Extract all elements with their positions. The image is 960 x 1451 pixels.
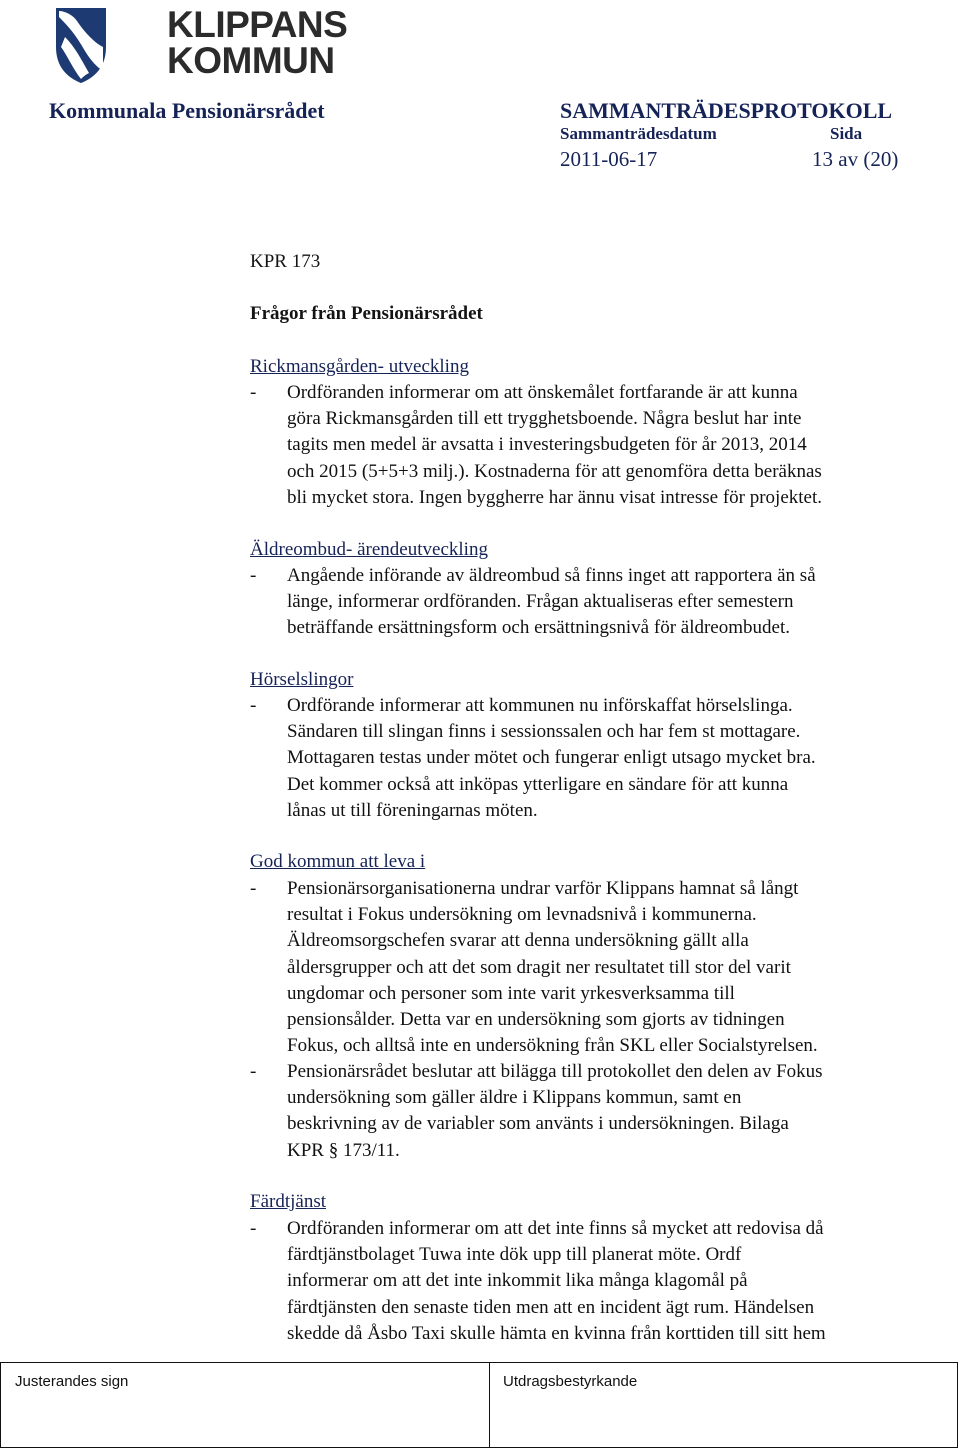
signature-box [0, 1362, 958, 1448]
text-line: färdtjänstbolaget Tuwa inte dök upp till planerat möte. Ordf [287, 1244, 742, 1266]
text-line: skedde då Åsbo Taxi skulle hämta en kvinna från korttiden till sitt hem [287, 1322, 826, 1344]
date-label: Sammanträdesdatum [560, 124, 717, 143]
text-line: Sändaren till slingan finns i sessionssalen och har fem st mottagare. [287, 721, 801, 743]
text-line: Angående införande av äldreombud så finns inget att rapportera än så [287, 565, 816, 586]
text-line: Ordförande informerar att kommunen nu införskaffat hörselslinga. [287, 695, 793, 716]
text-line: bli mycket stora. Ingen byggherre har ännu visat intresse för projektet. [287, 486, 822, 508]
bullet-text [287, 1059, 957, 1164]
extract-certification-label: Utdragsbestyrkande [503, 1373, 638, 1390]
bullet-text [287, 563, 957, 642]
item-number: KPR 173 [250, 251, 321, 272]
bullet-dash: - [250, 878, 257, 899]
page-number: 13 av (20) [812, 147, 899, 171]
text-line: Äldreomsorgschefen svarar att denna undersökning gällt alla [287, 930, 749, 952]
text-line: Fokus, och alltså inte en undersökning från SKL eller Socialstyrelsen. [287, 1035, 818, 1057]
bullet-dash: - [250, 565, 257, 586]
text-line: färdtjänsten den senaste tiden men att en incident ägt rum. Händelsen [287, 1296, 815, 1318]
adjuster-signature-label: Justerandes sign [15, 1373, 129, 1390]
section-title: Färdtjänst [250, 1191, 326, 1212]
meeting-date: 2011-06-17 [560, 147, 658, 171]
section-title: Hörselslingor [250, 669, 354, 690]
section-title: Rickmansgården- utveckling [250, 356, 469, 377]
text-line: Mottagaren testas under mötet och fungerar enligt utsago mycket bra. [287, 747, 816, 769]
bullet-text [287, 1216, 957, 1347]
logo-line-2: KOMMUN [167, 40, 335, 81]
text-line: och 2015 (5+5+3 milj.). Kostnaderna för att genomföra detta beräknas [287, 460, 822, 482]
section-title: Äldreombud- ärendeutveckling [250, 539, 488, 560]
text-line: tagits men medel är avsatta i investeringsbudgeten för år 2013, 2014 [287, 434, 807, 456]
municipality-logo [55, 4, 348, 83]
text-line: Ordföranden informerar om att det inte finns så mycket att redovisa då [287, 1218, 824, 1239]
text-line: länge, informerar ordföranden. Frågan aktualiseras efter semestern [287, 591, 794, 613]
text-line: ungdomar och personer som inte varit yrkesverksamma till [287, 982, 735, 1004]
section-title: God kommun att leva i [250, 851, 426, 872]
text-line: KPR § 173/11. [287, 1139, 400, 1161]
text-line: Det kommer också att inköpas ytterligare en sändare för att kunna [287, 773, 789, 795]
bullet-dash: - [250, 695, 257, 716]
bullet-text [287, 693, 957, 824]
bullet-dash: - [250, 382, 257, 403]
text-line: undersökning som gäller äldre i Klippans kommun, samt en [287, 1087, 742, 1109]
text-line: lånas ut till föreningarnas möten. [287, 799, 538, 821]
text-line: beträffande ersättningsform och ersättningsnivå för äldreombudet. [287, 617, 790, 639]
organization-name: Kommunala Pensionärsrådet [49, 98, 325, 123]
logo-wordmark [167, 4, 348, 81]
document-type: SAMMANTRÄDESPROTOKOLL [560, 98, 893, 123]
text-line: göra Rickmansgården till ett trygghetsboende. Några beslut har inte [287, 408, 802, 430]
text-line: resultat i Fokus undersökning om levnadsnivå i kommunerna. [287, 904, 757, 926]
text-line: informerar om att det inte inkommit lika många klagomål på [287, 1270, 748, 1292]
text-line: åldersgrupper och att det som dragit ner resultatet till stor del varit [287, 956, 791, 978]
signature-divider [489, 1363, 490, 1447]
text-line: Ordföranden informerar om att önskemålet fortfarande är att kunna [287, 382, 798, 403]
bullet-text [287, 876, 957, 1059]
bullet-dash: - [250, 1061, 257, 1082]
text-line: pensionsålder. Detta var en undersökning som gjorts av tidningen [287, 1009, 785, 1031]
page-label: Sida [830, 124, 863, 143]
item-title: Frågor från Pensionärsrådet [250, 303, 483, 324]
bullet-text [287, 380, 957, 511]
text-line: Pensionärsorganisationerna undrar varför Klippans hamnat så långt [287, 878, 799, 899]
text-line: Pensionärsrådet beslutar att bilägga till protokollet den delen av Fokus [287, 1061, 823, 1082]
coat-of-arms-icon [55, 7, 107, 83]
bullet-dash: - [250, 1218, 257, 1239]
text-line: beskrivning av de variabler som använts i undersökningen. Bilaga [287, 1113, 789, 1135]
logo-line-1: KLIPPANS [167, 4, 348, 45]
